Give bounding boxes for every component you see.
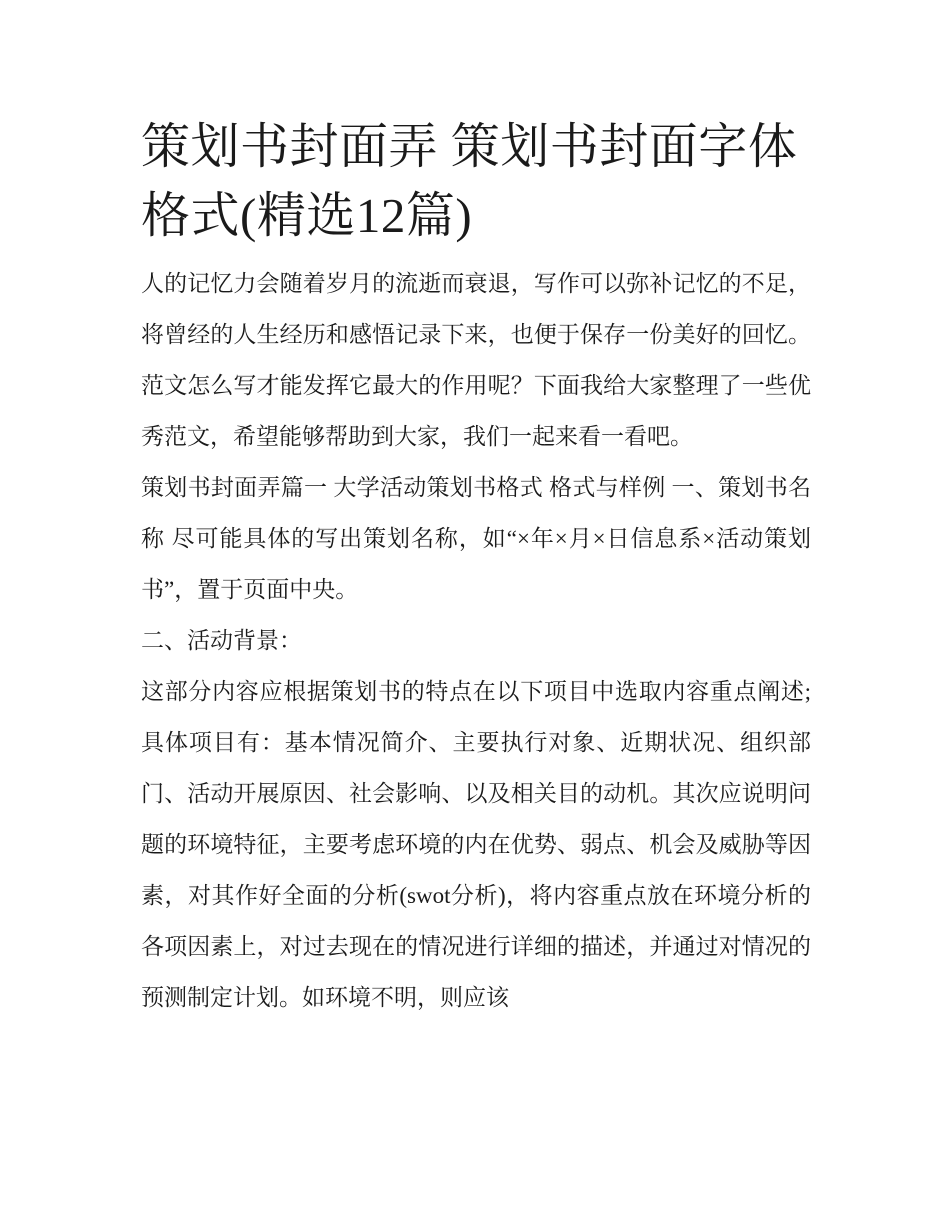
section-one-paragraph: 策划书封面弄篇一 大学活动策划书格式 格式与样例 一、策划书名称 尽可能具体的写出策划名称，如“×年×月×日信息系×活动策划书”，置于页面中央。: [141, 475, 811, 602]
activity-background-heading: 二、活动背景：: [141, 628, 302, 653]
background-paragraph: 这部分内容应根据策划书的特点在以下项目中选取内容重点阐述;具体项目有：基本情况简介、主要执行对象、近期状况、组织部门、活动开展原因、社会影响、以及相关目的动机。其次应说明问题的环境特征，主要考虑环境的内在优势、弱点、机会及威胁等因素，对其作好全面的分析(swot分析)，将内容重点放在环境分析的各项因素上，对过去现在的情况进行详细的描述，并通过对情况的预测制定计划。如环境不明，则应该: [141, 679, 811, 1010]
document-body: [141, 112, 811, 1023]
intro-paragraph: 人的记忆力会随着岁月的流逝而衰退，写作可以弥补记忆的不足，将曾经的人生经历和感悟记录下来，也便于保存一份美好的回忆。范文怎么写才能发挥它最大的作用呢？下面我给大家整理了一些优秀范文，希望能够帮助到大家，我们一起来看一看吧。: [141, 271, 811, 449]
document-title: 策划书封面弄 策划书封面字体格式(精选12篇): [141, 119, 798, 243]
